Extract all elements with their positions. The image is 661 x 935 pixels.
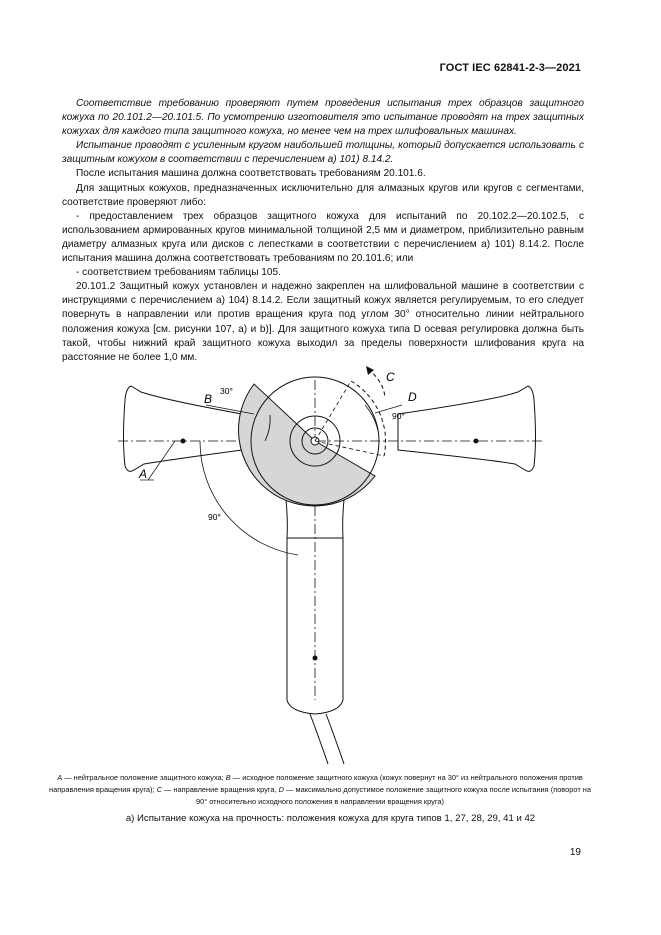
rotation-arrow bbox=[368, 369, 385, 398]
figure-subcaption: а) Испытание кожуха на прочность: положения кожуха для круга типов 1, 27, 28, 29, 41 и 42 bbox=[125, 813, 536, 824]
body-text bbox=[62, 97, 584, 365]
right-handle bbox=[398, 386, 536, 471]
left-handle bbox=[124, 386, 243, 471]
standard-header: ГОСТ IEC 62841-2-3—2021 bbox=[439, 62, 581, 74]
list-item: - соответствием требованиям таблицы 105. bbox=[76, 267, 281, 279]
label-b: B bbox=[204, 392, 213, 406]
angle-grinder-figure bbox=[0, 365, 661, 767]
label-d: D bbox=[408, 390, 417, 404]
label-a: A bbox=[139, 467, 148, 481]
figure-legend: A — нейтральное положение защитного кожуха; B — исходное положение защитного кожуха (кожух повернут на 30° из нейтрального положения против направления вращения круга); C — направление вращения круга, D — максимально допустимое положение защитного кожуха после испытания (поворот на 90° относительно исходного положения в направлении вращения круга) bbox=[49, 773, 591, 807]
guard-initial-position bbox=[239, 384, 375, 506]
label-c: C bbox=[386, 370, 395, 384]
paragraph: Соответствие требованию проверяют путем проведения испытания трех образцов защитного кожуха по 20.101.2—20.101.5. По усмотрению изготовителя это испытание проводят на трех защитных кожухах для каждого типа защитного кожуха, но менее чем на трех шлифовальных машинах. bbox=[62, 98, 584, 138]
paragraph: 20.101.2 Защитный кожух установлен и надежно закреплен на шлифовальной машине в соответствии с инструкциями с перечислением а) 104) 8.14.2. Если защитный кожух является регулируемым, то его следует повернуть в направлении или против вращения круга под углом 30° относительно линии нейтрального положения кожуха [см. рисунки 107, а) и b)]. Для защитного кожуха типа D осевая регулировка должна быть такой, чтобы нижний край защитного кожуха выходил за пределы поверхности шлифования круга на расстояние не более 1,0 мм. bbox=[62, 281, 584, 363]
paragraph: Для защитных кожухов, предназначенных исключительно для алмазных кругов или кругов с сегментами, соответствие проверяют либо: bbox=[62, 182, 584, 208]
angle-handle-text: 90° bbox=[208, 512, 221, 522]
page-number: 19 bbox=[569, 847, 581, 858]
list-item: - предоставлением трех образцов защитного кожуха для испытаний по 20.102.2—20.102.5, с использованием армированных кругов минимальной толщиной 2,5 мм и диаметром, приблизительно равным диаметру алмазных круга или дисков с лепестками в соответствии с перечислением а) 101) 8.14.2. После испытания машина должна соответствовать требованиям по 20.101.6; или bbox=[62, 210, 584, 265]
paragraph: После испытания машина должна соответствовать требованиям 20.101.6. bbox=[76, 168, 426, 180]
angle-d-text: 90° bbox=[392, 411, 405, 421]
power-cable bbox=[310, 714, 344, 764]
paragraph: Испытание проводят с усиленным кругом наибольшей толщины, который допускается использовать с защитным кожухом в соответствии с перечислением а) 101) 8.14.2. bbox=[62, 140, 584, 166]
angle-b-text: 30° bbox=[220, 386, 233, 396]
